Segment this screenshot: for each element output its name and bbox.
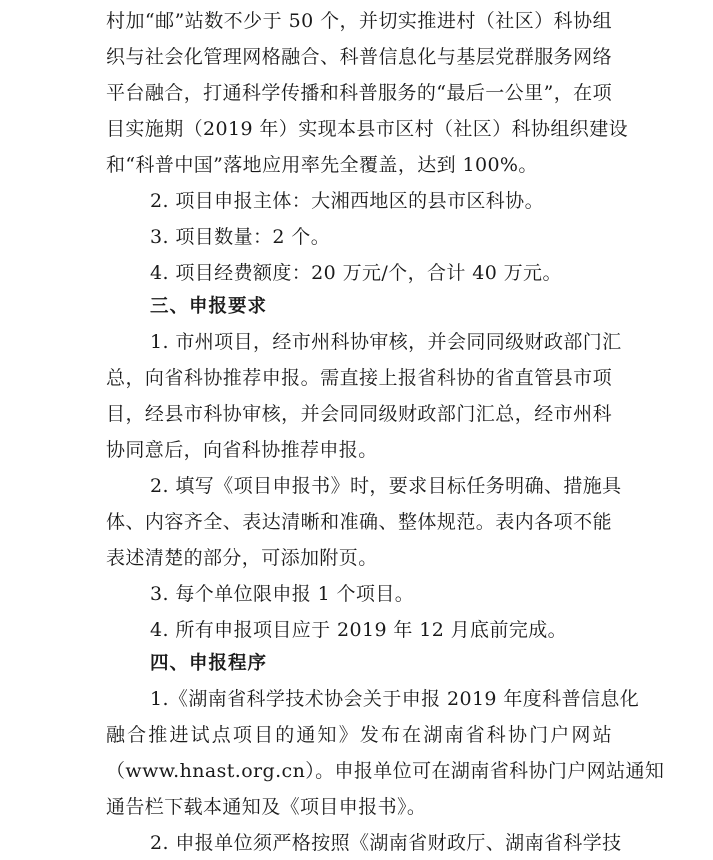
text-line: 2. 填写《项目申报书》时，要求目标任务明确、措施具	[150, 475, 622, 497]
text-line: 目，经县市科协审核，并会同同级财政部门汇总，经市州科	[106, 403, 612, 425]
text-line: 融合推进试点项目的通知》发布在湖南省科协门户网站	[106, 724, 612, 746]
text-line: 体、内容齐全、表达清晰和准确、整体规范。表内各项不能	[106, 511, 612, 533]
text-line: （www.hnast.org.cn）。申报单位可在湖南省科协门户网站通知	[106, 760, 665, 782]
text-line: 2. 申报单位须严格按照《湖南省财政厅、湖南省科学技	[150, 832, 622, 854]
text-line: 协同意后，向省科协推荐申报。	[106, 439, 378, 461]
text-line: 目实施期（2019 年）实现本县市区村（社区）科协组织建设	[106, 118, 628, 140]
text-line: 1. 市州项目，经市州科协审核，并会同同级财政部门汇	[150, 331, 622, 353]
list-item: 3. 每个单位限申报 1 个项目。	[150, 583, 415, 605]
text-line: 表述清楚的部分，可添加附页。	[106, 547, 378, 569]
text-line: 总，向省科协推荐申报。需直接上报省科协的省直管县市项	[106, 367, 612, 389]
text-line: 村加“邮”站数不少于 50 个，并切实推进村（社区）科协组	[106, 10, 612, 32]
section-heading: 四、申报程序	[150, 653, 268, 674]
text-line: 织与社会化管理网格融合、科普信息化与基层党群服务网络	[106, 46, 612, 68]
section-heading: 三、申报要求	[150, 296, 268, 317]
text-line: 平台融合，打通科学传播和科普服务的“最后一公里”，在项	[106, 82, 612, 104]
text-line: 和“科普中国”落地应用率先全覆盖，达到 100%。	[106, 154, 538, 176]
list-item: 2. 项目申报主体：大湘西地区的县市区科协。	[150, 190, 544, 212]
text-line: 1.《湖南省科学技术协会关于申报 2019 年度科普信息化	[150, 688, 640, 710]
list-item: 4. 项目经费额度：20 万元/个，合计 40 万元。	[150, 262, 562, 284]
list-item: 4. 所有申报项目应于 2019 年 12 月底前完成。	[150, 619, 568, 641]
list-item: 3. 项目数量：2 个。	[150, 226, 331, 248]
text-line: 通告栏下载本通知及《项目申报书》。	[106, 796, 427, 818]
